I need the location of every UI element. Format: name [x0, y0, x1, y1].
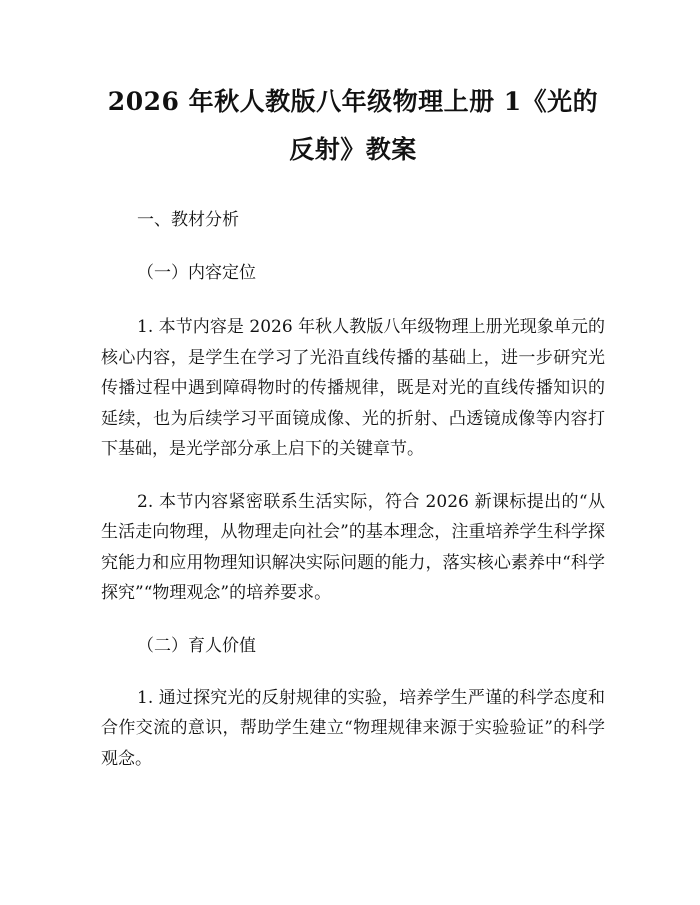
subsection-heading-educational-value: （二）育人价值 [137, 635, 256, 656]
paragraph-content-2: 2. 本节内容紧密联系生活实际，符合 2026 新课标提出的“从生活走向物理，从物理走向社会”的基本理念，注重培养学生科学探究能力和应用物理知识解决实际问题的能力，落实核心素养中“科学探究”“物理观念”的培养要求。 [101, 491, 605, 603]
subsection-heading-content-positioning: （一）内容定位 [137, 263, 256, 283]
section-heading-textbook-analysis: 一、教材分析 [137, 210, 239, 230]
paragraph-content-1: 1. 本节内容是 2026 年秋人教版八年级物理上册光现象单元的核心内容，是学生在学习了光沿直线传播的基础上，进一步研究光传播过程中遇到障碍物时的传播规律，既是对光的直线传播知识的延续，也为后续学习平面镜成像、光的折射、凸透镜成像等内容打下基础，是光学部分承上启下的关键章节。 [101, 317, 605, 459]
paragraph-value-1: 1. 通过探究光的反射规律的实验，培养学生严谨的科学态度和合作交流的意识，帮助学生建立“物理规律来源于实验验证”的科学观念。 [101, 687, 605, 769]
document-title: 2026 年秋人教版八年级物理上册 1《光的反射》教案 [107, 87, 599, 164]
